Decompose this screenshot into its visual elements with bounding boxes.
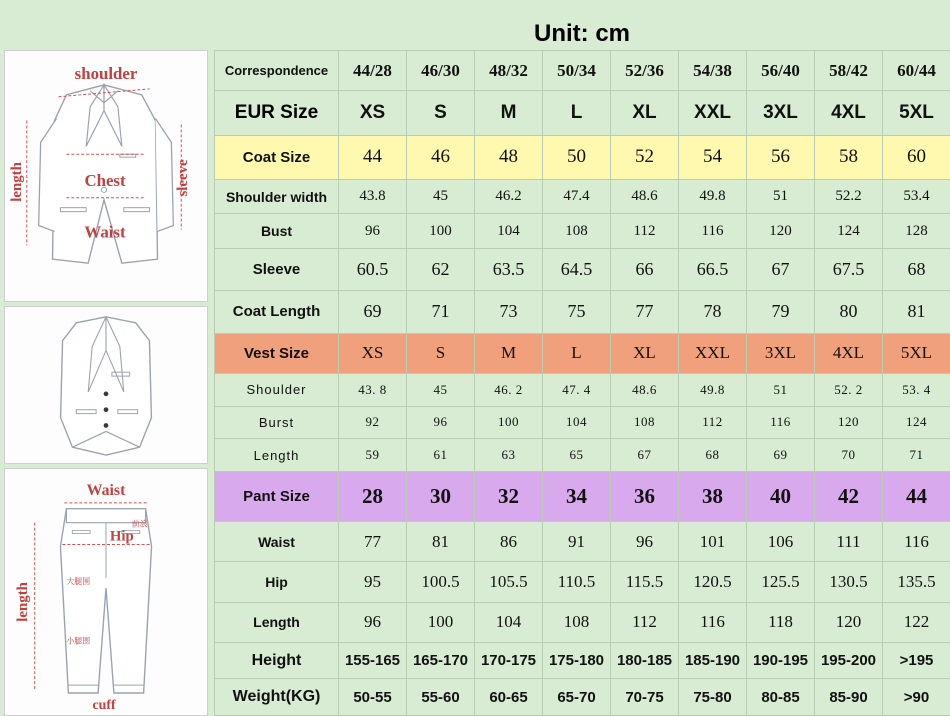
table-cell: 58	[815, 135, 883, 179]
table-cell: 130.5	[815, 562, 883, 602]
column-header: 60/44	[883, 51, 950, 91]
row-label: Length	[215, 602, 339, 642]
table-cell: 86	[475, 521, 543, 561]
table-cell: 73	[475, 291, 543, 333]
table-cell: 52. 2	[815, 373, 883, 406]
svg-text:大腿围: 大腿围	[66, 577, 91, 587]
table-cell: 104	[475, 602, 543, 642]
table-cell: 68	[883, 248, 950, 290]
table-row	[215, 373, 950, 406]
table-cell: 116	[679, 602, 747, 642]
table-row	[215, 679, 950, 716]
table-cell: 42	[815, 471, 883, 521]
svg-text:Chest: Chest	[84, 170, 126, 190]
table-cell: 71	[407, 291, 475, 333]
table-cell: 65	[543, 439, 611, 472]
table-cell: 85-90	[815, 679, 883, 716]
table-row	[215, 642, 950, 679]
table-cell: XL	[611, 333, 679, 373]
table-cell: 80-85	[747, 679, 815, 716]
table-cell: 96	[611, 521, 679, 561]
table-cell: 4XL	[815, 91, 883, 135]
table-cell: 67.5	[815, 248, 883, 290]
table-cell: XXL	[679, 333, 747, 373]
table-cell: 71	[883, 439, 950, 472]
table-cell: 106	[747, 521, 815, 561]
table-cell: 49.8	[679, 179, 747, 214]
table-cell: M	[475, 91, 543, 135]
table-cell: 3XL	[747, 333, 815, 373]
table-cell: 53. 4	[883, 373, 950, 406]
svg-text:cuff: cuff	[92, 696, 116, 712]
table-row	[215, 291, 950, 333]
table-row	[215, 248, 950, 290]
pants-diagram	[4, 468, 208, 716]
table-cell: 81	[883, 291, 950, 333]
table-cell: 124	[815, 214, 883, 249]
table-row	[215, 602, 950, 642]
table-cell: 108	[543, 214, 611, 249]
table-cell: XL	[611, 91, 679, 135]
table-cell: 195-200	[815, 642, 883, 679]
table-cell: 63	[475, 439, 543, 472]
table-cell: 110.5	[543, 562, 611, 602]
table-cell: 185-190	[679, 642, 747, 679]
table-cell: 4XL	[815, 333, 883, 373]
table-cell: 75-80	[679, 679, 747, 716]
table-cell: S	[407, 333, 475, 373]
pants-svg	[5, 469, 207, 715]
size-table-body	[215, 51, 950, 716]
table-cell: 43.8	[339, 179, 407, 214]
svg-text:前浪: 前浪	[131, 519, 148, 529]
table-cell: 52	[611, 135, 679, 179]
table-cell: 124	[883, 406, 950, 439]
table-cell: 46	[407, 135, 475, 179]
table-row	[215, 471, 950, 521]
table-cell: 91	[543, 521, 611, 561]
row-label: Weight(KG)	[215, 679, 339, 716]
table-cell: 80	[815, 291, 883, 333]
table-cell: 108	[543, 602, 611, 642]
table-cell: 47.4	[543, 179, 611, 214]
page-title: Unit: cm	[214, 18, 950, 50]
row-label: Sleeve	[215, 248, 339, 290]
row-label: Coat Size	[215, 135, 339, 179]
table-cell: 175-180	[543, 642, 611, 679]
size-table	[214, 50, 950, 716]
svg-text:shoulder: shoulder	[74, 63, 138, 83]
table-cell: 46. 2	[475, 373, 543, 406]
table-cell: 112	[679, 406, 747, 439]
table-cell: 65-70	[543, 679, 611, 716]
table-cell: 44	[339, 135, 407, 179]
table-cell: XS	[339, 333, 407, 373]
column-header: 52/36	[611, 51, 679, 91]
svg-text:length: length	[8, 162, 25, 202]
table-cell: 78	[679, 291, 747, 333]
table-cell: 44	[883, 471, 950, 521]
table-cell: 170-175	[475, 642, 543, 679]
table-cell: 60	[883, 135, 950, 179]
column-header: Correspondence	[215, 51, 339, 91]
row-label: Coat Length	[215, 291, 339, 333]
table-cell: 62	[407, 248, 475, 290]
table-cell: 48.6	[611, 179, 679, 214]
table-cell: 69	[339, 291, 407, 333]
table-cell: 96	[339, 214, 407, 249]
vest-diagram	[4, 306, 208, 464]
vest-svg	[5, 307, 207, 463]
table-cell: 100	[407, 602, 475, 642]
column-header: 56/40	[747, 51, 815, 91]
table-cell: XS	[339, 91, 407, 135]
table-cell: 50-55	[339, 679, 407, 716]
table-cell: 56	[747, 135, 815, 179]
table-cell: 34	[543, 471, 611, 521]
table-cell: L	[543, 333, 611, 373]
table-cell: 30	[407, 471, 475, 521]
table-cell: 69	[747, 439, 815, 472]
table-cell: 46.2	[475, 179, 543, 214]
table-cell: 190-195	[747, 642, 815, 679]
table-cell: 100	[407, 214, 475, 249]
table-cell: 64.5	[543, 248, 611, 290]
table-row	[215, 521, 950, 561]
row-label: Height	[215, 642, 339, 679]
table-row	[215, 179, 950, 214]
table-cell: 67	[611, 439, 679, 472]
table-cell: 116	[679, 214, 747, 249]
row-label: Shoulder width	[215, 179, 339, 214]
table-cell: 77	[339, 521, 407, 561]
svg-text:Waist: Waist	[86, 481, 126, 499]
row-label: Bust	[215, 214, 339, 249]
table-cell: 51	[747, 373, 815, 406]
table-header-row	[215, 51, 950, 91]
svg-text:sleeve: sleeve	[175, 159, 192, 197]
column-header: 48/32	[475, 51, 543, 91]
table-cell: 79	[747, 291, 815, 333]
table-cell: 96	[407, 406, 475, 439]
row-label: Vest Size	[215, 333, 339, 373]
illustration-column	[0, 50, 212, 716]
table-cell: >195	[883, 642, 950, 679]
table-cell: 68	[679, 439, 747, 472]
jacket-diagram	[4, 50, 208, 302]
column-header: 46/30	[407, 51, 475, 91]
table-cell: 120	[747, 214, 815, 249]
table-row	[215, 562, 950, 602]
table-cell: 45	[407, 373, 475, 406]
table-cell: 77	[611, 291, 679, 333]
table-cell: 116	[747, 406, 815, 439]
table-cell: 66	[611, 248, 679, 290]
table-cell: 116	[883, 521, 950, 561]
table-cell: 5XL	[883, 333, 950, 373]
table-cell: 54	[679, 135, 747, 179]
table-cell: 118	[747, 602, 815, 642]
table-cell: 38	[679, 471, 747, 521]
table-cell: 40	[747, 471, 815, 521]
table-cell: 43. 8	[339, 373, 407, 406]
table-row	[215, 406, 950, 439]
size-table-container	[214, 50, 950, 716]
table-row	[215, 333, 950, 373]
table-cell: 47. 4	[543, 373, 611, 406]
table-cell: 63.5	[475, 248, 543, 290]
svg-text:小腿围: 小腿围	[66, 636, 91, 646]
svg-text:Hip: Hip	[109, 528, 134, 545]
table-cell: 135.5	[883, 562, 950, 602]
table-cell: L	[543, 91, 611, 135]
table-cell: 120	[815, 406, 883, 439]
table-cell: 81	[407, 521, 475, 561]
table-cell: 59	[339, 439, 407, 472]
table-cell: 28	[339, 471, 407, 521]
row-label: Hip	[215, 562, 339, 602]
column-header: 58/42	[815, 51, 883, 91]
table-cell: 32	[475, 471, 543, 521]
table-cell: 120	[815, 602, 883, 642]
table-cell: 75	[543, 291, 611, 333]
table-cell: 3XL	[747, 91, 815, 135]
table-cell: 128	[883, 214, 950, 249]
table-cell: 60-65	[475, 679, 543, 716]
table-cell: >90	[883, 679, 950, 716]
table-cell: 165-170	[407, 642, 475, 679]
table-cell: M	[475, 333, 543, 373]
table-cell: 180-185	[611, 642, 679, 679]
table-cell: 53.4	[883, 179, 950, 214]
table-row	[215, 135, 950, 179]
table-cell: 70	[815, 439, 883, 472]
table-cell: 100.5	[407, 562, 475, 602]
table-cell: 125.5	[747, 562, 815, 602]
table-cell: 100	[475, 406, 543, 439]
table-cell: S	[407, 91, 475, 135]
table-cell: 96	[339, 602, 407, 642]
table-cell: 36	[611, 471, 679, 521]
table-cell: XXL	[679, 91, 747, 135]
row-label: Shoulder	[215, 373, 339, 406]
table-cell: 105.5	[475, 562, 543, 602]
table-cell: 122	[883, 602, 950, 642]
table-cell: 108	[611, 406, 679, 439]
table-cell: 95	[339, 562, 407, 602]
table-cell: 70-75	[611, 679, 679, 716]
table-cell: 49.8	[679, 373, 747, 406]
table-cell: 92	[339, 406, 407, 439]
table-cell: 104	[475, 214, 543, 249]
svg-text:Waist: Waist	[84, 222, 126, 242]
table-row	[215, 91, 950, 135]
table-cell: 45	[407, 179, 475, 214]
row-label: Burst	[215, 406, 339, 439]
jacket-svg	[5, 51, 207, 301]
column-header: 54/38	[679, 51, 747, 91]
table-row	[215, 214, 950, 249]
table-cell: 52.2	[815, 179, 883, 214]
table-cell: 48	[475, 135, 543, 179]
table-cell: 5XL	[883, 91, 950, 135]
table-cell: 101	[679, 521, 747, 561]
table-cell: 115.5	[611, 562, 679, 602]
table-cell: 48.6	[611, 373, 679, 406]
table-row	[215, 439, 950, 472]
row-label: Waist	[215, 521, 339, 561]
table-cell: 60.5	[339, 248, 407, 290]
row-label: Length	[215, 439, 339, 472]
table-cell: 155-165	[339, 642, 407, 679]
table-cell: 55-60	[407, 679, 475, 716]
table-cell: 66.5	[679, 248, 747, 290]
svg-text:length: length	[14, 582, 31, 622]
column-header: 44/28	[339, 51, 407, 91]
table-cell: 112	[611, 214, 679, 249]
table-cell: 50	[543, 135, 611, 179]
column-header: 50/34	[543, 51, 611, 91]
table-cell: 67	[747, 248, 815, 290]
table-cell: 120.5	[679, 562, 747, 602]
table-cell: 51	[747, 179, 815, 214]
row-label: Pant Size	[215, 471, 339, 521]
row-label: EUR Size	[215, 91, 339, 135]
table-cell: 112	[611, 602, 679, 642]
table-cell: 111	[815, 521, 883, 561]
table-cell: 61	[407, 439, 475, 472]
table-cell: 104	[543, 406, 611, 439]
